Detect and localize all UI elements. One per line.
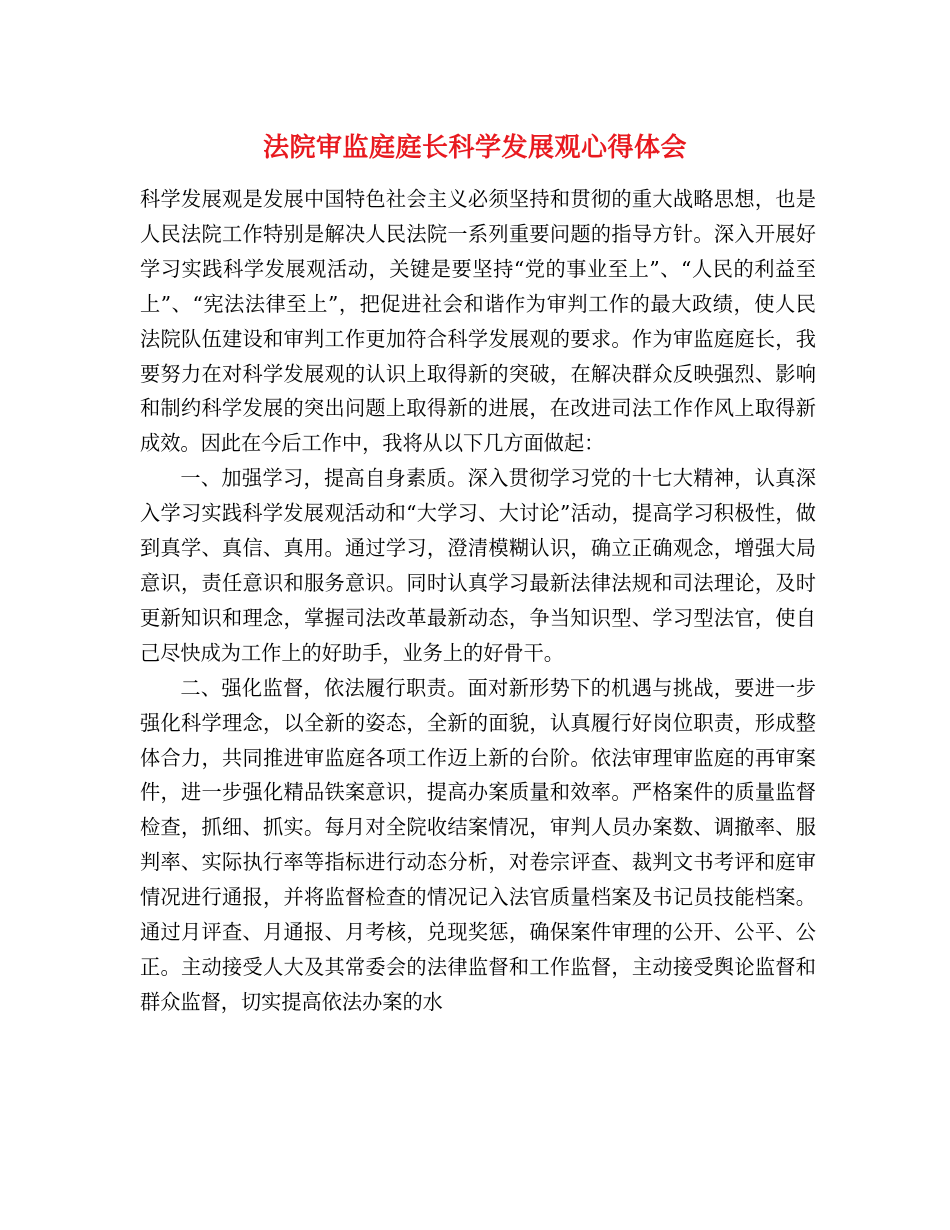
document-title: 法院审监庭庭长科学发展观心得体会 [262, 133, 687, 163]
paragraph-intro: 科学发展观是发展中国特色社会主义必须坚持和贯彻的重大战略思想，也是人民法院工作特别是解决人民法院一系列重要问题的指导方针。深入开展好学习实践科学发展观活动，关键是要坚持“党的事业至上”、“人民的利益至上”、“宪法法律至上”，把促进社会和谐作为审判工作的最大政绩，使人民法院队伍建设和审判工作更加符合科学发展观的要求。作为审监庭庭长，我要努力在对科学发展观的认识上取得新的突破，在解决群众反映强烈、影响和制约科学发展的突出问题上取得新的进展，在改进司法工作作风上取得新成效。因此在今后工作中，我将从以下几方面做起： [140, 187, 816, 456]
paragraph-supervision: 二、强化监督，依法履行职责。面对新形势下的机遇与挑战，要进一步强化科学理念，以全新的姿态，全新的面貌，认真履行好岗位职责，形成整体合力，共同推进审监庭各项工作迈上新的台阶。依法审理审监庭的再审案件，进一步强化精品铁案意识，提高办案质量和效率。严格案件的质量监督检查，抓细、抓实。每月对全院收结案情况，审判人员办案数、调撤率、服判率、实际执行率等指标进行动态分析，对卷宗评查、裁判文书考评和庭审情况进行通报，并将监督检查的情况记入法官质量档案及书记员技能档案。通过月评查、月通报、月考核，兑现奖惩，确保案件审理的公开、公平、公正。主动接受人大及其常委会的法律监督和工作监督，主动接受舆论监督和群众监督，切实提高依法办案的水 [140, 675, 816, 1014]
paragraph-study: 一、加强学习，提高自身素质。深入贯彻学习党的十七大精神，认真深入学习实践科学发展观活动和“大学习、大讨论”活动，提高学习积极性，做到真学、真信、真用。通过学习，澄清模糊认识，确立正确观念，增强大局意识，责任意识和服务意识。同时认真学习最新法律法规和司法理论，及时更新知识和理念，掌握司法改革最新动态，争当知识型、学习型法官，使自己尽快成为工作上的好助手，业务上的好骨干。 [140, 466, 816, 665]
document-body [140, 182, 816, 1020]
